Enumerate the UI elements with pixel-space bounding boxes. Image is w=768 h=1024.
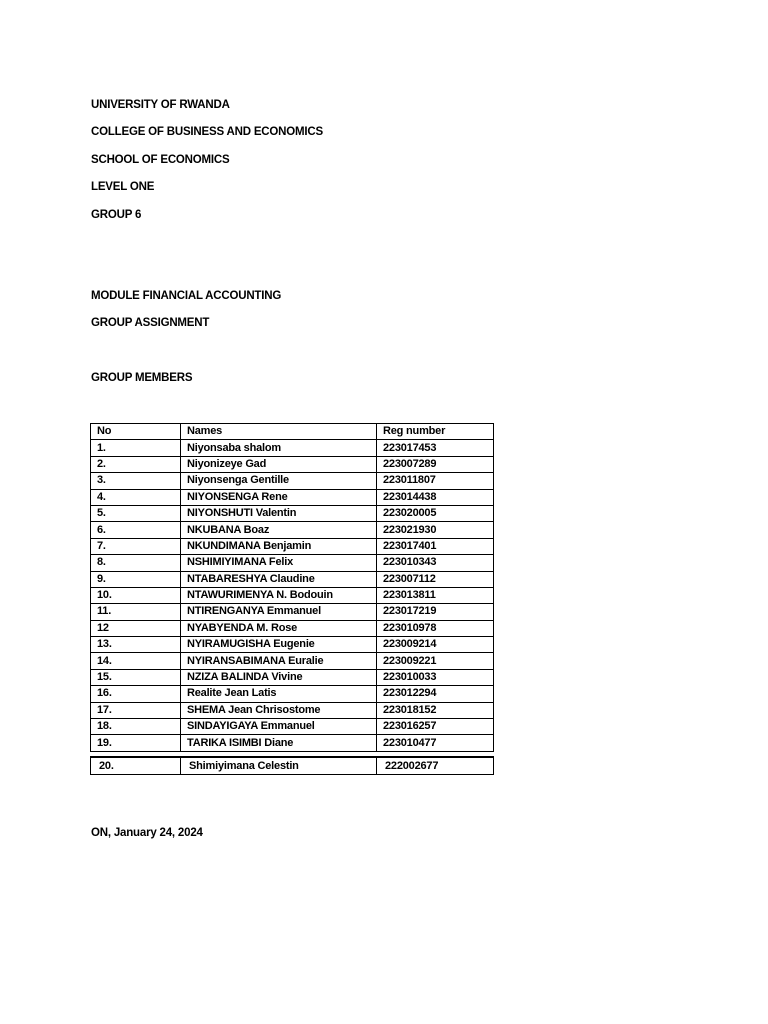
table-row [91, 489, 494, 505]
cell-name: NTABARESHYA Claudine [181, 571, 377, 587]
cell-no: 4. [91, 489, 181, 505]
table-row [91, 456, 494, 472]
university-name: UNIVERSITY OF RWANDA [91, 99, 230, 111]
members-table [90, 423, 494, 752]
header-names: Names [181, 424, 377, 440]
cell-no: 9. [91, 571, 181, 587]
table-row [91, 702, 494, 718]
cell-no: 1. [91, 440, 181, 456]
table-row [91, 669, 494, 685]
cell-name: NTIRENGANYA Emmanuel [181, 604, 377, 620]
level-label: LEVEL ONE [91, 181, 155, 193]
cell-reg-number: 223009221 [377, 653, 494, 669]
cell-name: NIYONSENGA Rene [181, 489, 377, 505]
cell-name: SHEMA Jean Chrisostome [181, 702, 377, 718]
cell-reg-number: 223014438 [377, 489, 494, 505]
table-row [91, 653, 494, 669]
cell-name: NYABYENDA M. Rose [181, 620, 377, 636]
header-reg-number: Reg number [377, 424, 494, 440]
cell-no: 14. [91, 653, 181, 669]
table-row [91, 587, 494, 603]
cell-no: 16. [91, 686, 181, 702]
table-row [91, 555, 494, 571]
cell-reg-number: 223010978 [377, 620, 494, 636]
cell-name: TARIKA ISIMBI Diane [181, 735, 377, 751]
table-row [91, 620, 494, 636]
cell-name: NYIRANSABIMANA Euralie [181, 653, 377, 669]
cell-no: 3. [91, 473, 181, 489]
assignment-label: GROUP ASSIGNMENT [91, 317, 210, 329]
table-row [91, 440, 494, 456]
cell-reg-number: 223007112 [377, 571, 494, 587]
module-title: MODULE FINANCIAL ACCOUNTING [91, 290, 282, 302]
table-row [91, 571, 494, 587]
cell-no: 18. [91, 719, 181, 735]
cell-no: 12 [91, 620, 181, 636]
table-row [91, 538, 494, 554]
cell-reg-number: 223020005 [377, 505, 494, 521]
cell-no: 5. [91, 505, 181, 521]
cell-no: 20. [91, 757, 181, 775]
cell-name: NSHIMIYIMANA Felix [181, 555, 377, 571]
cell-reg-number: 223010033 [377, 669, 494, 685]
table-header-row [91, 424, 494, 440]
cell-no: 13. [91, 637, 181, 653]
cell-reg-number: 223012294 [377, 686, 494, 702]
cell-reg-number: 223013811 [377, 587, 494, 603]
cell-reg-number: 223017401 [377, 538, 494, 554]
cell-name: Niyonsenga Gentille [181, 473, 377, 489]
date-line: ON, January 24, 2024 [91, 827, 203, 839]
cell-reg-number: 222002677 [377, 757, 494, 775]
cell-reg-number: 223010477 [377, 735, 494, 751]
cell-name: Niyonsaba shalom [181, 440, 377, 456]
cell-name: SINDAYIGAYA Emmanuel [181, 719, 377, 735]
cell-no: 2. [91, 456, 181, 472]
header-no: No [91, 424, 181, 440]
table-row [91, 505, 494, 521]
cell-no: 7. [91, 538, 181, 554]
members-table-last-row [90, 756, 494, 775]
cell-name: NYIRAMUGISHA Eugenie [181, 637, 377, 653]
cell-reg-number: 223009214 [377, 637, 494, 653]
cell-reg-number: 223007289 [377, 456, 494, 472]
table-row [91, 522, 494, 538]
cell-no: 17. [91, 702, 181, 718]
cell-name: NIYONSHUTI Valentin [181, 505, 377, 521]
table-row [91, 604, 494, 620]
cell-name: Shimiyimana Celestin [181, 757, 377, 775]
table-row [91, 757, 494, 775]
group-label: GROUP 6 [91, 209, 142, 221]
table-row [91, 686, 494, 702]
cell-name: Niyonizeye Gad [181, 456, 377, 472]
school-name: SCHOOL OF ECONOMICS [91, 154, 230, 166]
cell-reg-number: 223017219 [377, 604, 494, 620]
college-name: COLLEGE OF BUSINESS AND ECONOMICS [91, 126, 323, 138]
cell-no: 6. [91, 522, 181, 538]
members-heading: GROUP MEMBERS [91, 372, 193, 384]
table-row [91, 473, 494, 489]
cell-reg-number: 223016257 [377, 719, 494, 735]
cell-no: 11. [91, 604, 181, 620]
cell-name: NZIZA BALINDA Vivine [181, 669, 377, 685]
cell-name: NTAWURIMENYA N. Bodouin [181, 587, 377, 603]
cell-reg-number: 223018152 [377, 702, 494, 718]
table-row [91, 719, 494, 735]
cell-no: 10. [91, 587, 181, 603]
table-row [91, 735, 494, 751]
cell-reg-number: 223010343 [377, 555, 494, 571]
cell-name: NKUBANA Boaz [181, 522, 377, 538]
cell-no: 15. [91, 669, 181, 685]
cell-reg-number: 223021930 [377, 522, 494, 538]
cell-no: 19. [91, 735, 181, 751]
table-row [91, 637, 494, 653]
cell-reg-number: 223017453 [377, 440, 494, 456]
cell-no: 8. [91, 555, 181, 571]
cell-name: Realite Jean Latis [181, 686, 377, 702]
cell-reg-number: 223011807 [377, 473, 494, 489]
cell-name: NKUNDIMANA Benjamin [181, 538, 377, 554]
